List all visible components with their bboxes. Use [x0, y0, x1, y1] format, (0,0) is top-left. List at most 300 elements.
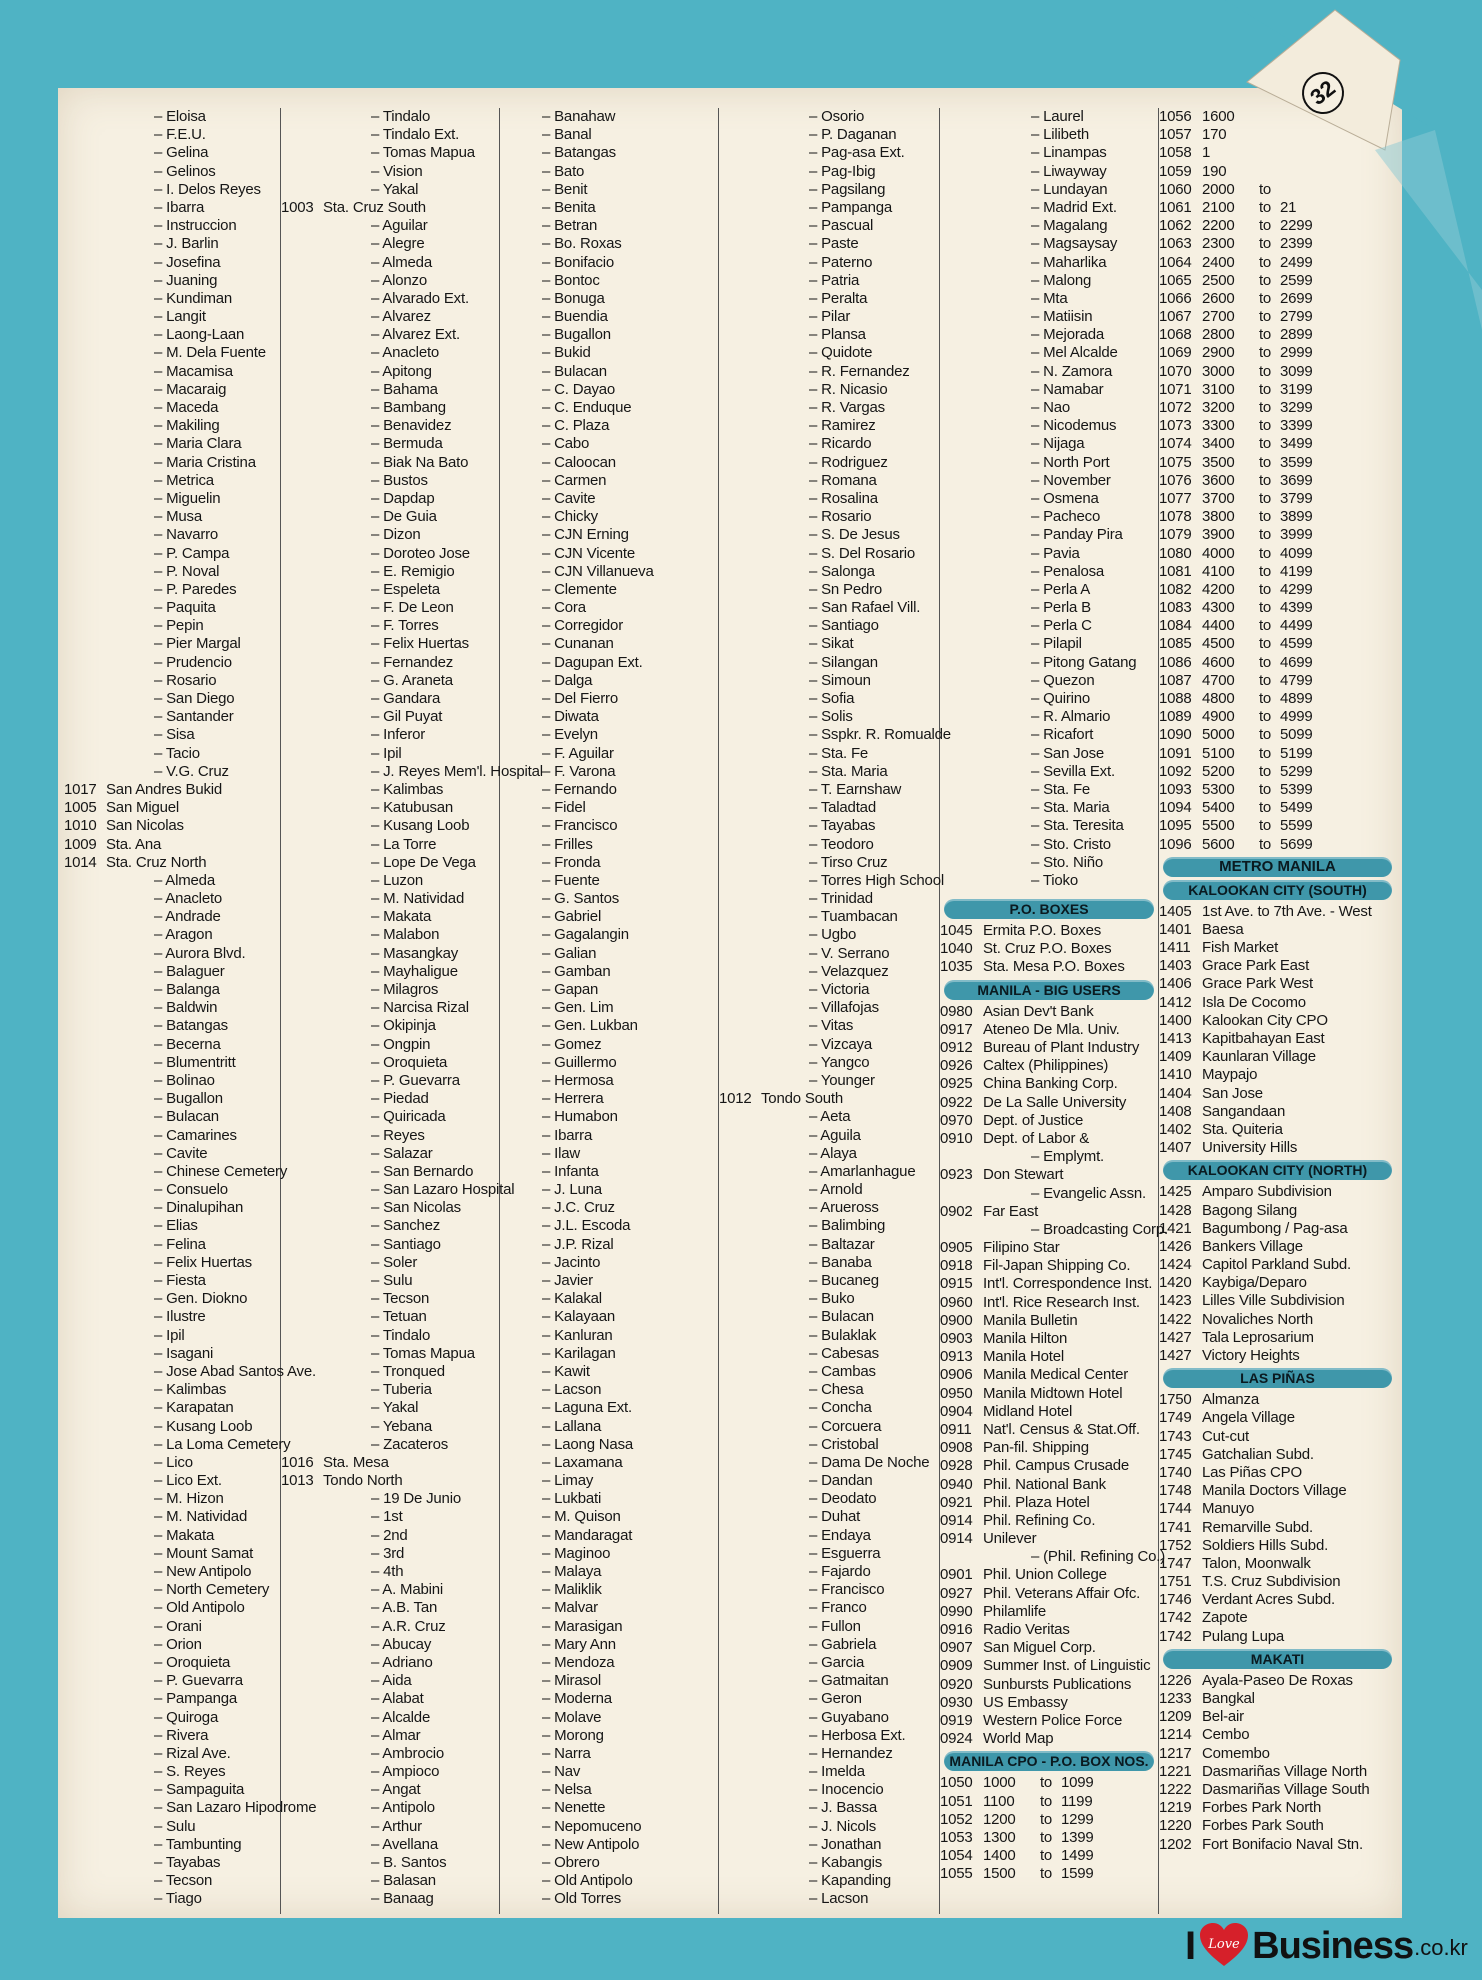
- directory-entry: [1159, 1030, 1396, 1048]
- directory-entry: [719, 181, 939, 199]
- directory-entry: [500, 163, 718, 181]
- zip-code: [719, 235, 761, 253]
- directory-entry: [64, 1872, 280, 1890]
- directory-entry: [500, 1399, 718, 1417]
- place-name: – Old Torres: [500, 1890, 718, 1908]
- directory-entry: [500, 836, 718, 854]
- place-name: – Maliklik: [500, 1581, 718, 1599]
- zip-code: [64, 1108, 106, 1126]
- directory-entry: [719, 1836, 939, 1854]
- zip-code: 1009: [64, 835, 97, 853]
- place-name: – Fajardo: [761, 1563, 939, 1581]
- zip-code: [281, 1781, 323, 1799]
- directory-entry: [500, 290, 718, 308]
- place-name: – Bugallon: [106, 1090, 280, 1108]
- directory-entry: [500, 1745, 718, 1763]
- place-name: – Balaguer: [106, 963, 280, 981]
- zip-code: 0950: [940, 1384, 973, 1402]
- cpo-ranges: [940, 1774, 1158, 1883]
- place-name: – Ipil: [106, 1327, 280, 1345]
- place-name: – Carmen: [500, 472, 718, 490]
- range-end: 4799: [1280, 671, 1313, 689]
- place-name: – C. Dayao: [500, 381, 718, 399]
- zip-code: [64, 908, 106, 926]
- place-name: – Mta: [983, 290, 1158, 308]
- directory-entry: [500, 1127, 718, 1145]
- directory-entry: [1159, 1391, 1396, 1409]
- directory-entry: [719, 690, 939, 708]
- zip-code: 1428: [1159, 1201, 1192, 1219]
- place-name: – Perla A: [983, 581, 1158, 599]
- directory-entry: [281, 490, 499, 508]
- directory-entry: [940, 399, 1158, 417]
- place-name: – Benavidez: [323, 417, 499, 435]
- place-name: – San Nicolas: [323, 1199, 499, 1217]
- place-name: – Anacleto: [323, 344, 499, 362]
- directory-entry: [940, 1275, 1158, 1293]
- place-name: Western Police Force: [983, 1711, 1123, 1729]
- directory-entry: [719, 1727, 939, 1745]
- zip-code: [940, 508, 983, 526]
- directory-entry: [1159, 1256, 1396, 1274]
- place-name: – San Lazaro Hipodrome: [106, 1799, 316, 1817]
- makati-list: [1159, 1672, 1396, 1854]
- range-to: to: [1258, 344, 1272, 362]
- zip-code: [64, 963, 106, 981]
- zip-code: 0924: [940, 1730, 973, 1748]
- place-name: – Miguelin: [106, 490, 280, 508]
- zip-code: [64, 326, 106, 344]
- zip-code: [64, 235, 106, 253]
- place-name: – Sofia: [761, 690, 939, 708]
- directory-entry: [281, 435, 499, 453]
- place-name: Manila Hilton: [983, 1330, 1068, 1347]
- zip-code: [64, 890, 106, 908]
- directory-entry: [500, 435, 718, 453]
- place-name: – Diwata: [500, 708, 718, 726]
- place-name: – Nao: [983, 399, 1158, 417]
- range-to: to: [1258, 180, 1272, 198]
- directory-entry: [1159, 1238, 1396, 1256]
- directory-entry: [940, 1548, 1166, 1566]
- place-name: – Pampanga: [761, 199, 939, 217]
- zip-code: [281, 726, 323, 744]
- place-name: – P. Noval: [106, 563, 280, 581]
- directory-entry: [719, 890, 939, 908]
- place-name: – Pagsilang: [761, 181, 939, 199]
- place-name: – Doroteo Jose: [323, 545, 499, 563]
- place-name: – Clemente: [500, 581, 718, 599]
- directory-entry: [719, 1399, 939, 1417]
- directory-entry: [64, 599, 280, 617]
- directory-entry: [500, 1763, 718, 1781]
- range-start: 3500: [1202, 453, 1235, 471]
- directory-entry: [281, 254, 499, 272]
- place-name: – R. Vargas: [761, 399, 939, 417]
- directory-entry: [500, 199, 718, 217]
- directory-entry: [500, 1254, 718, 1272]
- place-name: – 2nd: [323, 1527, 499, 1545]
- place-name: Maypajo: [1202, 1066, 1258, 1084]
- zip-code: [64, 399, 106, 417]
- zip-code: [719, 272, 761, 290]
- place-name: Filipino Star: [983, 1239, 1060, 1257]
- directory-entry: [64, 1308, 280, 1326]
- place-name: – Kalayaan: [500, 1308, 718, 1326]
- directory-entry: [940, 326, 1158, 344]
- directory-entry: [719, 1327, 939, 1345]
- place-name: – Alvarez: [323, 308, 499, 326]
- directory-entry: [500, 308, 718, 326]
- directory-entry: [719, 1636, 939, 1654]
- place-name: – Garcia: [761, 1654, 939, 1672]
- directory-entry: [940, 781, 1158, 799]
- zip-code: [940, 363, 983, 381]
- directory-entry: [500, 235, 718, 253]
- directory-entry: [940, 1439, 1158, 1457]
- directory-entry: [500, 1217, 718, 1235]
- directory-entry: [64, 708, 280, 726]
- directory-entry: [64, 163, 280, 181]
- directory-entry: [281, 181, 499, 199]
- place-name: – Sta. Fe: [983, 781, 1158, 799]
- zip-code: 1086: [1159, 653, 1192, 671]
- directory-entry: [500, 344, 718, 362]
- place-name: Sta. Cruz North: [106, 853, 207, 871]
- range-to: to: [1258, 671, 1272, 689]
- directory-entry: [500, 1854, 718, 1872]
- place-name: – Javier: [500, 1272, 718, 1290]
- place-name: – Sanchez: [323, 1217, 499, 1235]
- place-name: – Del Fierro: [500, 690, 718, 708]
- place-name: – Esguerra: [761, 1545, 939, 1563]
- place-name: – Broadcasting Corp.: [983, 1221, 1168, 1239]
- zip-code: 1079: [1159, 526, 1192, 544]
- range-end: 4699: [1280, 653, 1313, 671]
- zip-code: [719, 454, 761, 472]
- directory-entry: [1159, 1139, 1396, 1157]
- range-to: to: [1258, 599, 1272, 617]
- directory-entry: [64, 1818, 280, 1836]
- directory-entry: [281, 1363, 499, 1381]
- directory-entry: [940, 526, 1158, 544]
- directory-entry: [64, 1381, 280, 1399]
- directory-entry: [281, 1581, 499, 1599]
- place-name: – Fiesta: [106, 1272, 280, 1290]
- zip-code: [719, 1527, 761, 1545]
- place-name: – Laguna Ext.: [500, 1399, 718, 1417]
- zip-code: [719, 417, 761, 435]
- place-name: – De Guia: [323, 508, 499, 526]
- directory-entry: [719, 1181, 939, 1199]
- zip-code: [64, 363, 106, 381]
- place-name: San Jose: [1202, 1084, 1263, 1102]
- place-name: – Sspkr. R. Romualde: [761, 726, 951, 744]
- place-name: – Fullon: [761, 1618, 939, 1636]
- place-name: – Ricafort: [983, 726, 1158, 744]
- directory-entry: [281, 1599, 499, 1617]
- range-start: 3300: [1202, 417, 1235, 435]
- place-name: – V. Serrano: [761, 945, 939, 963]
- zip-code: [281, 490, 323, 508]
- zip-code: [719, 490, 761, 508]
- directory-entry: [719, 472, 939, 490]
- pobox-range-row: [940, 1847, 1158, 1865]
- place-name: – Sisa: [106, 726, 280, 744]
- zip-code: 1220: [1159, 1817, 1192, 1835]
- zip-code: 0913: [940, 1348, 973, 1366]
- place-name: – Chicky: [500, 508, 718, 526]
- place-name: Int'l. Correspondence Inst.: [983, 1275, 1153, 1293]
- place-name: – Fronda: [500, 854, 718, 872]
- zip-code: [719, 1017, 761, 1035]
- zip-code: [719, 1381, 761, 1399]
- zip-code: 1075: [1159, 453, 1192, 471]
- place-name: – Antipolo: [323, 1799, 499, 1817]
- place-name: – Nav: [500, 1763, 718, 1781]
- range-start: 3600: [1202, 471, 1235, 489]
- place-name: – Aeta: [761, 1108, 939, 1126]
- zip-code: 1072: [1159, 399, 1192, 416]
- directory-entry: [281, 926, 499, 944]
- directory-entry: [940, 940, 1158, 958]
- place-name: Summer Inst. of Linguistic: [983, 1657, 1151, 1675]
- place-name: – Batangas: [500, 144, 718, 162]
- zip-code: [719, 1563, 761, 1581]
- directory-entry: [64, 1854, 280, 1872]
- zip-code: 0990: [940, 1602, 973, 1620]
- zip-code: 1078: [1159, 508, 1192, 526]
- directory-entry: [500, 1308, 718, 1326]
- place-name: US Embassy: [983, 1693, 1068, 1711]
- place-name: – Avellana: [323, 1836, 499, 1854]
- range-end: 3199: [1280, 380, 1313, 398]
- directory-entry: [1159, 1591, 1396, 1609]
- directory-entry: [940, 1421, 1158, 1439]
- zip-code: 0922: [940, 1093, 973, 1111]
- directory-entry: [64, 1054, 280, 1072]
- place-name: Don Stewart: [983, 1166, 1064, 1184]
- directory-entry: [281, 163, 499, 181]
- directory-entry: [500, 763, 718, 781]
- directory-entry: [281, 799, 499, 817]
- directory-entry: [500, 708, 718, 726]
- zip-code: [940, 599, 983, 617]
- place-name: Nat'l. Census & Stat.Off.: [983, 1420, 1140, 1438]
- place-name: San Andres Bukid: [106, 780, 223, 798]
- directory-entry: [500, 1327, 718, 1345]
- directory-entry: [64, 1090, 280, 1108]
- place-name: – G. Araneta: [323, 672, 499, 690]
- place-name: – Tronqued: [323, 1363, 499, 1381]
- directory-entry: [940, 1312, 1158, 1330]
- directory-entry: [64, 1672, 280, 1690]
- zip-code: [940, 690, 983, 708]
- zip-code: 1096: [1159, 835, 1192, 853]
- zip-code: [719, 1327, 761, 1345]
- place-name: – Malaya: [500, 1563, 718, 1581]
- zip-code: [940, 708, 983, 726]
- place-name: 1st Ave. to 7th Ave. - West: [1202, 902, 1372, 920]
- place-name: – Ibarra: [500, 1127, 718, 1145]
- range-to: to: [1258, 799, 1272, 817]
- zip-code: 1090: [1159, 726, 1192, 744]
- directory-entry: [281, 1308, 499, 1326]
- range-start: 1400: [983, 1847, 1016, 1865]
- directory-entry: [1159, 1446, 1396, 1464]
- kalookan-south-list: [1159, 903, 1396, 1158]
- zip-code: [719, 1490, 761, 1508]
- directory-entry: [940, 1039, 1158, 1057]
- zip-code: 1421: [1159, 1219, 1192, 1237]
- zip-code: 1217: [1159, 1744, 1192, 1762]
- directory-entry: [719, 144, 939, 162]
- pobox-range-row: [940, 1811, 1158, 1829]
- zip-code: [64, 1709, 106, 1727]
- directory-entry: [64, 1599, 280, 1617]
- place-name: Manila Midtown Hotel: [983, 1384, 1123, 1402]
- place-name: – Mel Alcalde: [983, 344, 1158, 362]
- zip-code: 1400: [1159, 1011, 1192, 1029]
- place-name: – Sta. Fe: [761, 745, 939, 763]
- directory-entry: [500, 1090, 718, 1108]
- range-start: 4100: [1202, 562, 1235, 580]
- directory-entry: [940, 435, 1158, 453]
- place-name: – Deodato: [761, 1490, 939, 1508]
- directory-entry: [1159, 1745, 1396, 1763]
- place-name: – Gabriel: [500, 908, 718, 926]
- directory-entry: [500, 963, 718, 981]
- place-name: – New Antipolo: [500, 1836, 718, 1854]
- zip-code: [281, 1363, 323, 1381]
- zip-code: [64, 417, 106, 435]
- zip-code: [719, 526, 761, 544]
- directory-entry: [64, 963, 280, 981]
- range-end: 2599: [1280, 271, 1313, 289]
- place-name: – Sto. Niño: [983, 854, 1158, 872]
- directory-entry: [64, 490, 280, 508]
- directory-entry: [719, 799, 939, 817]
- place-name: – Arueross: [761, 1199, 939, 1217]
- zip-code: [281, 1508, 323, 1526]
- place-name: – Alabat: [323, 1690, 499, 1708]
- zip-code: [64, 199, 106, 217]
- place-name: – Tuberia: [323, 1381, 499, 1399]
- range-end: 3099: [1280, 362, 1313, 380]
- place-name: Philamlife: [983, 1602, 1047, 1620]
- directory-entry: [1159, 1781, 1396, 1799]
- place-name: – Okipinja: [323, 1017, 499, 1035]
- place-name: – Sampaguita: [106, 1781, 280, 1799]
- range-end: 3599: [1280, 453, 1313, 471]
- zip-code: [281, 1727, 323, 1745]
- directory-entry: [940, 454, 1158, 472]
- place-name: – Bo. Roxas: [500, 235, 718, 253]
- zip-code: 1406: [1159, 975, 1192, 993]
- zip-code: 1424: [1159, 1256, 1192, 1274]
- directory-entry: [719, 108, 939, 126]
- place-name: – Baltazar: [761, 1236, 939, 1254]
- place-name: De La Salle University: [983, 1093, 1127, 1111]
- range-to: to: [1258, 762, 1272, 780]
- zip-code: [64, 1017, 106, 1035]
- directory-entry: [281, 999, 499, 1017]
- zip-code: 1744: [1159, 1500, 1192, 1518]
- place-name: – G. Santos: [500, 890, 718, 908]
- zip-code: [64, 1054, 106, 1072]
- directory-entry: [1159, 1763, 1396, 1781]
- place-name: – Bulacan: [500, 363, 718, 381]
- directory-entry: [281, 690, 499, 708]
- directory-entry: [940, 217, 1158, 235]
- range-to: to: [1258, 744, 1272, 762]
- range-to: to: [1258, 308, 1272, 326]
- zip-code: [281, 435, 323, 453]
- directory-entry: [1159, 1292, 1396, 1310]
- directory-entry: [1159, 921, 1396, 939]
- directory-entry: [281, 654, 499, 672]
- zip-code: [281, 763, 323, 781]
- place-name: Capitol Parkland Subd.: [1202, 1256, 1352, 1274]
- range-end: 2499: [1280, 253, 1313, 271]
- directory-entry: [940, 581, 1158, 599]
- range-start: 5400: [1202, 799, 1235, 817]
- directory-entry: [500, 999, 718, 1017]
- place-name: – J. Bassa: [761, 1799, 939, 1817]
- zip-code: [64, 1836, 106, 1854]
- zip-code: [281, 1890, 323, 1908]
- zip-code: [719, 745, 761, 763]
- place-name: – Kawit: [500, 1363, 718, 1381]
- zip-code: 1013: [281, 1472, 314, 1490]
- place-name: Dept. of Labor &: [983, 1129, 1090, 1147]
- zip-code: 0908: [940, 1439, 973, 1457]
- place-name: – Emplymt.: [983, 1148, 1158, 1166]
- directory-entry: [64, 1181, 280, 1199]
- place-name: – Tacio: [106, 745, 280, 763]
- pobox-range-row: [1159, 417, 1396, 435]
- directory-entry: [719, 945, 939, 963]
- range-start: 4700: [1202, 671, 1235, 689]
- directory-entry: [940, 1657, 1158, 1675]
- directory-entry: [281, 1763, 499, 1781]
- directory-entry: [719, 1799, 939, 1817]
- directory-entry: [281, 1290, 499, 1308]
- directory-entry: [64, 1799, 317, 1817]
- place-name: Talon, Moonwalk: [1202, 1554, 1311, 1572]
- range-end: 2699: [1280, 289, 1313, 307]
- zip-code: [64, 1618, 106, 1636]
- range-to: to: [1258, 471, 1272, 489]
- zip-code: [281, 363, 323, 381]
- directory-entry: [281, 1145, 499, 1163]
- place-name: – Rosalina: [761, 490, 939, 508]
- place-name: – Hermosa: [500, 1072, 718, 1090]
- zip-code: [281, 781, 323, 799]
- directory-entry: [940, 344, 1158, 362]
- directory-entry: [64, 181, 280, 199]
- zip-code: [281, 890, 323, 908]
- pobox-range-row: [1159, 836, 1396, 854]
- place-name: – Gomez: [500, 1036, 718, 1054]
- directory-entry: [719, 417, 939, 435]
- directory-entry: [1159, 1183, 1396, 1201]
- place-name: – CJN Erning: [500, 526, 718, 544]
- directory-entry: [719, 617, 939, 635]
- place-name: – Aragon: [106, 926, 280, 944]
- place-name: – Galian: [500, 945, 718, 963]
- zip-code: 1045: [940, 922, 973, 940]
